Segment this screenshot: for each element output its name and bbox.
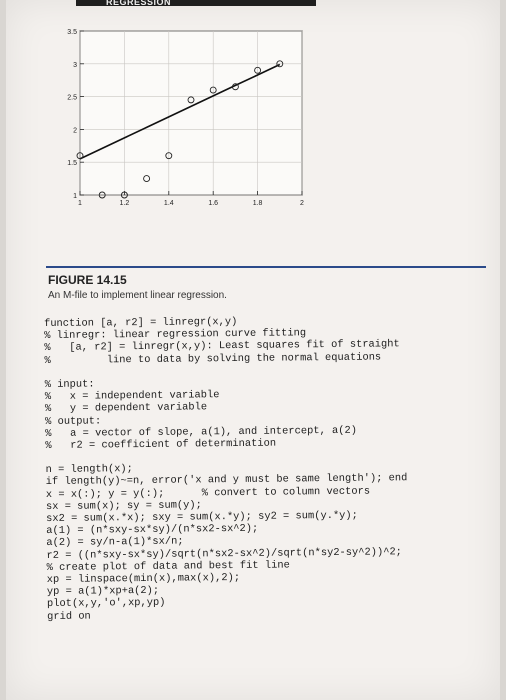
code-line: % input: [44,378,95,391]
code-line: xp = linspace(min(x),max(x),2); [46,571,241,586]
code-line: grid on [47,610,91,623]
code-line: if length(y)~=n, error('x and y must be same length'); end [45,472,408,489]
y-tick-label: 3 [73,61,77,69]
y-tick-label: 1.5 [67,160,77,168]
code-line: % output: [45,414,102,428]
x-tick-label: 1 [78,200,82,207]
code-line: yp = a(1)*xp+a(2); [46,584,160,599]
code-line: a(1) = (n*sxy-sx*sy)/(n*sx2-sx^2); [46,522,259,538]
code-line: a(2) = sy/n-a(1)*sx/n; [46,535,184,550]
code-line: r2 = ((n*sxy-sx*sy)/sqrt(n*sx2-sx^2)/sqrt(n*sy2-sy^2))^2; [46,545,402,562]
figure-caption: An M-file to implement linear regression. [48,290,227,301]
code-line: sx2 = sum(x.*x); sxy = sum(x.*y); sy2 = sum(y.*y); [46,509,358,525]
regression-plot [6,0,500,260]
y-tick-label: 2 [73,127,77,135]
code-line: % y = dependent variable [44,401,208,416]
code-line: % x = independent variable [44,389,220,404]
code-line: sx = sum(x); sy = sum(y); [45,499,202,513]
code-line: % r2 = coefficient of determination [45,437,277,452]
plot-frame [80,31,302,195]
x-tick-label: 1.8 [252,200,263,207]
figure-title: FIGURE 14.15 [48,273,127,287]
code-line: % [a, r2] = linregr(x,y): Least squares fit of straight [44,338,400,355]
code-line: % a = vector of slope, a(1), and intercept, a(2) [45,424,358,440]
y-tick-label: 3.5 [67,29,77,36]
x-tick-label: 2 [300,200,304,207]
code-line: function [a, r2] = linregr(x,y) [44,315,238,330]
x-tick-label: 1.4 [163,200,174,207]
code-line: % linregr: linear regression curve fitting [44,327,307,343]
book-page [6,0,500,700]
code-line: % create plot of data and best fit line [46,559,290,574]
running-header: REGRESSION [106,0,172,7]
y-tick-label: 1 [73,193,77,200]
code-line: n = length(x); [45,463,133,477]
x-tick-label: 1.2 [119,200,130,207]
code-line: plot(x,y,'o',xp,yp) [46,597,166,611]
code-line: % line to data by solving the normal equations [44,351,382,367]
code-line: x = x(:); y = y(:); % convert to column vectors [45,485,371,501]
x-tick-label: 1.6 [208,200,219,207]
code-listing [44,313,497,622]
figure-rule [46,266,486,268]
y-tick-label: 2.5 [67,94,77,102]
